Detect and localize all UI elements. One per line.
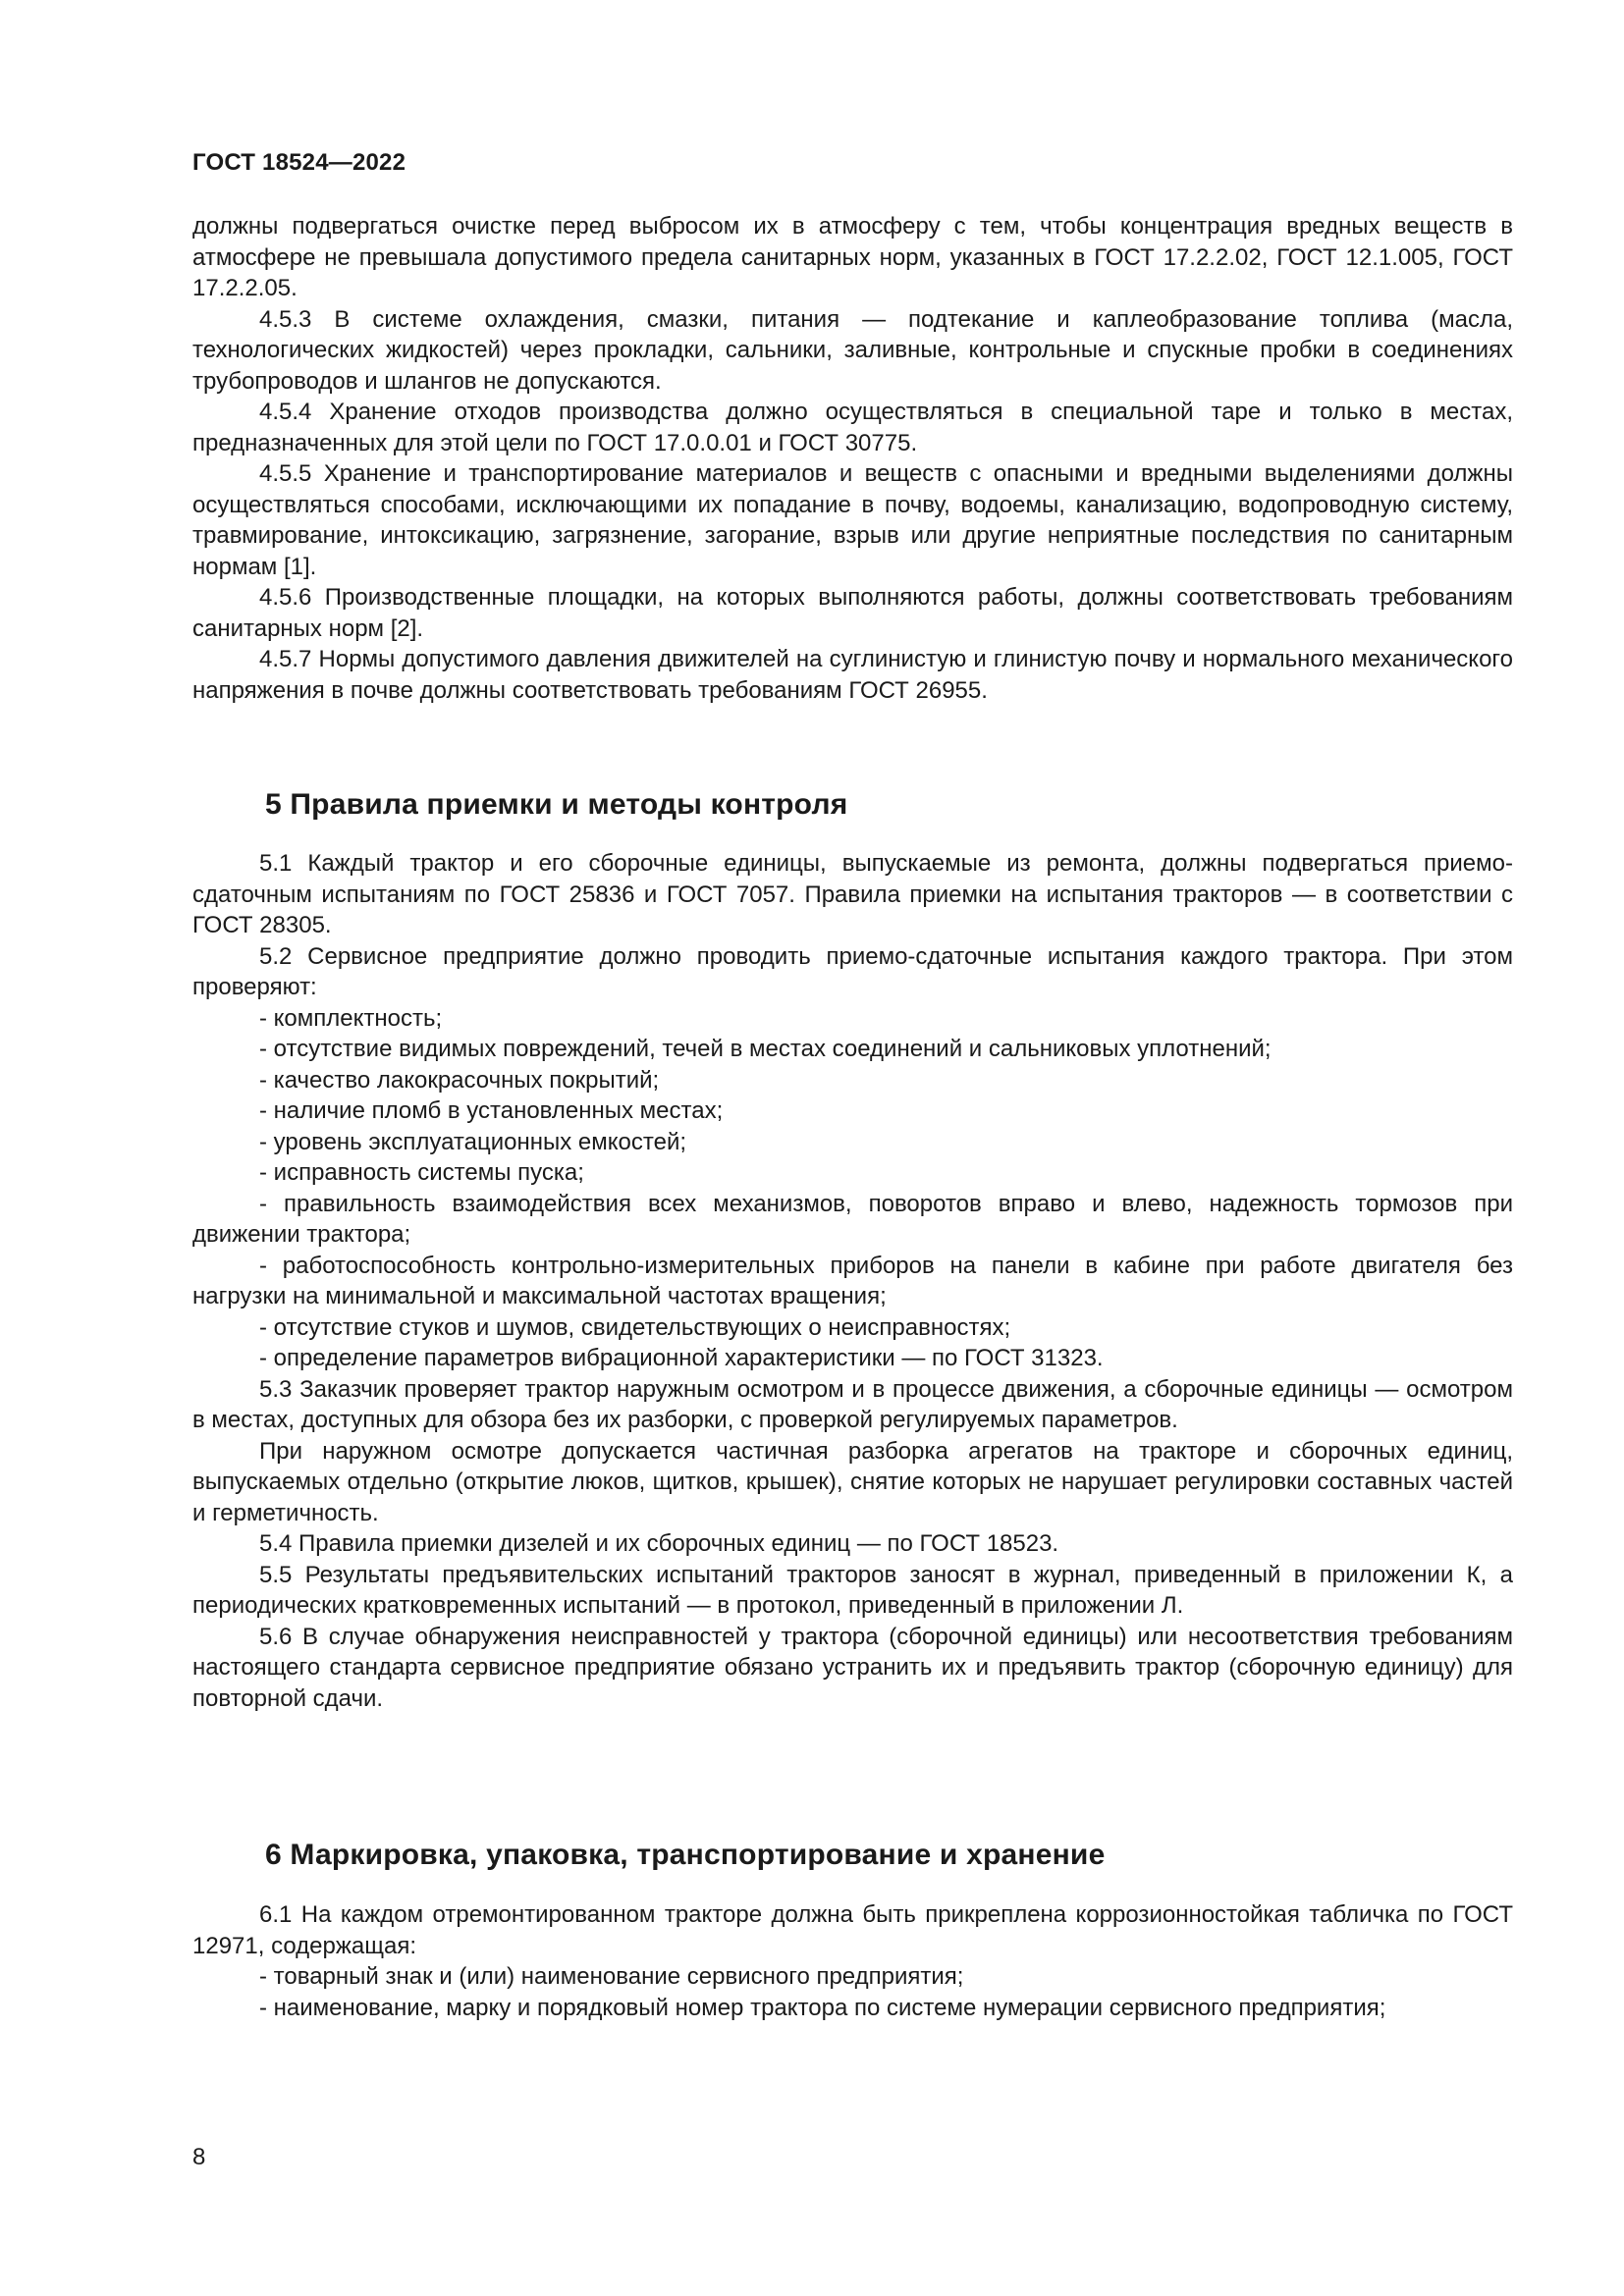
list-item: - отсутствие видимых повреждений, течей в местах соединений и сальниковых уплотнений; — [259, 1036, 1272, 1062]
paragraph-4-5-3: 4.5.3 В системе охлаждения, смазки, питания — подтекание и каплеобразование топлива (масла, технологических жидкостей) через прокладки, сальники, заливные, контрольные и спускные пробки в соединениях трубопроводов и шлангов не допускаются. — [192, 305, 1513, 395]
list-item: - отсутствие стуков и шумов, свидетельствующих о неисправностях; — [259, 1313, 1011, 1341]
list-item: - правильность взаимодействия всех механизмов, поворотов вправо и влево, надежность тормозов при движении трактора; — [192, 1190, 1513, 1248]
paragraph-6-1: 6.1 На каждом отремонтированном тракторе должна быть прикреплена коррозионностойкая табличка по ГОСТ 12971, содержащая: — [192, 1901, 1513, 1959]
paragraph-5-5: 5.5 Результаты предъявительских испытаний тракторов заносят в журнал, приведенный в приложении К, а периодических кратковременных испытаний — в протокол, приведенный в приложении Л. — [192, 1561, 1513, 1619]
list-item: - наименование, марку и порядковый номер трактора по системе нумерации сервисного предприятия; — [259, 1994, 1386, 2021]
list-item: - уровень эксплуатационных емкостей; — [259, 1128, 687, 1155]
paragraph-4-5-7: 4.5.7 Нормы допустимого давления движителей на суглинистую и глинистую почву и нормального механического напряжения в почве должны соответствовать требованиям ГОСТ 26955. — [192, 646, 1513, 704]
paragraph-5-6: 5.6 В случае обнаружения неисправностей у трактора (сборочной единицы) или несоответствия требованиям настоящего стандарта сервисное предприятие обязано устранить их и предъявить трактор (сборочную единицу) для повторной сдачи. — [192, 1623, 1513, 1712]
list-item: - товарный знак и (или) наименование сервисного предприятия; — [259, 1963, 964, 1990]
paragraph-5-1: 5.1 Каждый трактор и его сборочные единицы, выпускаемые из ремонта, должны подвергаться приемо-сдаточным испытаниям по ГОСТ 25836 и ГОСТ 7057. Правила приемки на испытания тракторов — в соответствии с ГОСТ 28305. — [192, 850, 1513, 938]
paragraph-5-4: 5.4 Правила приемки дизелей и их сборочных единиц — по ГОСТ 18523. — [259, 1530, 1059, 1557]
paragraph-4-5-4: 4.5.4 Хранение отходов производства должно осуществляться в специальной таре и только в местах, предназначенных для этой цели по ГОСТ 17.0.0.01 и ГОСТ 30775. — [192, 399, 1513, 456]
list-item: - комплектность; — [259, 1004, 443, 1032]
list-item: - качество лакокрасочных покрытий; — [259, 1066, 660, 1094]
list-item: - наличие пломб в установленных местах; — [259, 1097, 724, 1124]
page-number: 8 — [192, 2144, 206, 2170]
paragraph-5-2: 5.2 Сервисное предприятие должно проводить приемо-сдаточные испытания каждого трактора. При этом проверяют: — [192, 942, 1513, 1000]
section6-heading: 6 Маркировка, упаковка, транспортирование и хранение — [265, 1839, 1106, 1871]
paragraph-4-5-6: 4.5.6 Производственные площадки, на которых выполняются работы, должны соответствовать требованиям санитарных норм [2]. — [192, 584, 1513, 642]
paragraph-continuation: должны подвергаться очистке перед выбросом их в атмосферу с тем, чтобы концентрация вредных веществ в атмосфере не превышала допустимого предела санитарных норм, указанных в ГОСТ 17.2.2.02, ГОСТ 12.1.005, ГОСТ 17.2.2.05. — [192, 213, 1513, 301]
section4-continuation — [192, 211, 1513, 706]
paragraph-4-5-5: 4.5.5 Хранение и транспортирование материалов и веществ с опасными и вредными выделениями должны осуществляться способами, исключающими их попадание в почву, водоемы, канализацию, водопроводную систему, травмирование, интоксикацию, загрязнение, загорание, взрыв или другие неприятные последствия по санитарным нормам [1]. — [192, 460, 1513, 580]
list-item: - определение параметров вибрационной характеристики — по ГОСТ 31323. — [259, 1345, 1104, 1371]
section5-heading: 5 Правила приемки и методы контроля — [265, 788, 848, 821]
document-code-header: ГОСТ 18524—2022 — [192, 149, 406, 176]
section5-body — [192, 848, 1513, 1714]
section6-body — [192, 1899, 1513, 2023]
list-item: - работоспособность контрольно-измерительных приборов на панели в кабине при работе двигателя без нагрузки на минимальной и максимальной частотах вращения; — [192, 1252, 1513, 1309]
paragraph-5-3-note: При наружном осмотре допускается частичная разборка агрегатов на тракторе и сборочных единиц, выпускаемых отдельно (открытие люков, щитков, крышек), снятие которых не нарушает регулировки составных частей и герметичность. — [192, 1437, 1513, 1526]
list-item: - исправность системы пуска; — [259, 1159, 584, 1186]
paragraph-5-3: 5.3 Заказчик проверяет трактор наружным осмотром и в процессе движения, а сборочные единицы — осмотром в местах, доступных для обзора без их разборки, с проверкой регулируемых параметров. — [192, 1375, 1513, 1433]
